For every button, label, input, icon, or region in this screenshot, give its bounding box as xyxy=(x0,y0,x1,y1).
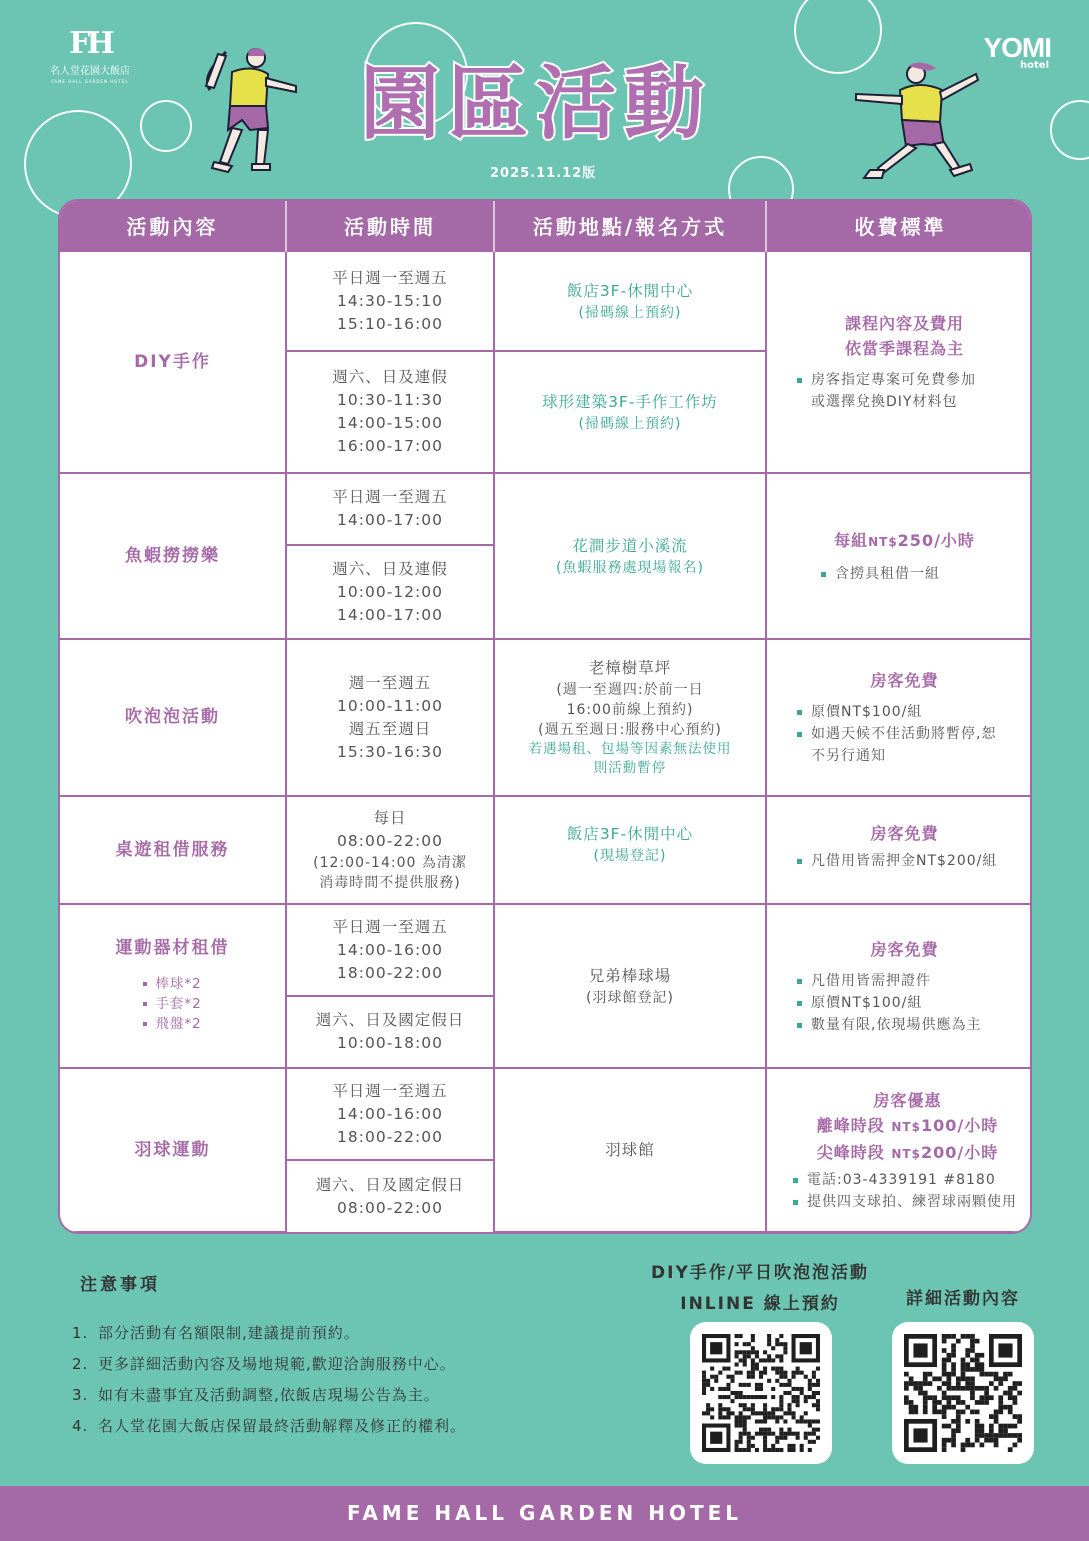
table-row xyxy=(60,473,1032,545)
time-line: 08:00-22:00 xyxy=(337,1198,443,1217)
time-cell xyxy=(286,639,494,796)
time-line: 平日週一至週五 xyxy=(332,917,448,936)
fee-item: 如遇天候不佳活動將暫停,恕 xyxy=(797,723,1012,745)
location-line: 兄弟棒球場 xyxy=(588,966,672,985)
time-cell xyxy=(286,996,494,1068)
location-line: (週一至週四:於前一日 xyxy=(556,682,704,698)
jumping-person-illustration-right xyxy=(850,62,982,186)
fee-cell xyxy=(766,796,1032,904)
time-line: 10:00-12:00 xyxy=(337,582,443,601)
time-note: (12:00-14:00 為清潔 xyxy=(313,855,467,871)
time-line: 14:00-16:00 xyxy=(337,1104,443,1123)
qr-code-booking-icon xyxy=(702,1334,820,1452)
note-item xyxy=(72,1318,466,1349)
location-cell xyxy=(494,251,766,351)
equipment-item: 飛盤*2 xyxy=(143,1014,201,1034)
time-cell xyxy=(286,545,494,639)
time-note: 消毒時間不提供服務) xyxy=(319,875,461,891)
fee-head: 房客免費 xyxy=(870,824,939,843)
fee-item-continued: 或選擇兌換DIY材料包 xyxy=(811,394,958,410)
time-line: 18:00-22:00 xyxy=(337,1127,443,1146)
table-row xyxy=(60,639,1032,796)
fee-item: 凡借用皆需押證件 xyxy=(797,970,1012,992)
activity-boardgame: 桌遊租借服務 xyxy=(60,796,286,904)
location-line: 球形建築3F-手作工作坊 xyxy=(542,392,718,411)
equipment-list xyxy=(143,974,201,1034)
activity-bubble: 吹泡泡活動 xyxy=(60,639,286,796)
fee-part: 100/小時 xyxy=(920,1115,999,1135)
header-fee: 收費標準 xyxy=(766,201,1032,251)
qr-code-details[interactable] xyxy=(892,1322,1034,1464)
bubble-decoration xyxy=(140,100,192,152)
page-title: 園區活動 xyxy=(360,57,712,150)
equipment-item: 手套*2 xyxy=(143,994,201,1014)
qr-label-line: DIY手作/平日吹泡泡活動 xyxy=(651,1263,869,1283)
time-cell xyxy=(286,473,494,545)
time-line: 週六、日及連假 xyxy=(332,368,448,386)
time-cell xyxy=(286,796,494,904)
activity-diy: DIY手作 xyxy=(60,251,286,473)
note-item xyxy=(72,1349,466,1380)
time-line: 每日 xyxy=(373,809,407,827)
footer-banner: FAME HALL GARDEN HOTEL xyxy=(0,1486,1089,1541)
notes-list xyxy=(72,1318,466,1442)
location-note: 若遇場租、包場等因素無法使用 xyxy=(528,741,732,757)
time-line: 14:00-17:00 xyxy=(337,605,443,624)
time-line: 週六、日及國定假日 xyxy=(315,1011,465,1029)
fee-item-continued: 不另行通知 xyxy=(811,748,886,764)
location-line: (掃碼線上預約) xyxy=(578,304,682,321)
fee-cell xyxy=(766,904,1032,1068)
fee-head: 課程內容及費用 xyxy=(844,314,964,333)
note-text: 更多詳細活動內容及場地規範,歡迎洽詢服務中心。 xyxy=(98,1355,456,1373)
time-line: 平日週一至週五 xyxy=(332,488,448,506)
fee-part: NT$ xyxy=(891,1119,921,1134)
time-line: 平日週一至週五 xyxy=(332,1081,448,1100)
fee-cell xyxy=(766,473,1032,639)
hotel-logo xyxy=(40,28,140,84)
activity-sports-label: 運動器材租借 xyxy=(115,938,230,958)
fee-offpeak xyxy=(793,1113,1022,1140)
qr-code-details-icon xyxy=(904,1334,1022,1452)
note-item xyxy=(72,1411,466,1442)
location-cell: 羽球館 xyxy=(494,1068,766,1232)
header-time: 活動時間 xyxy=(286,201,494,251)
fee-item: 原價NT$100/組 xyxy=(797,701,1012,723)
note-text: 名人堂花園大飯店保留最終活動解釋及修正的權利。 xyxy=(98,1417,467,1435)
location-line: 飯店3F-休閒中心 xyxy=(566,281,694,300)
activity-sports xyxy=(60,904,286,1068)
note-text: 如有未盡事宜及活動調整,依飯店現場公告為主。 xyxy=(98,1386,440,1404)
jumping-person-illustration-left xyxy=(196,44,306,176)
activity-fish: 魚蝦撈撈樂 xyxy=(60,473,286,639)
table-row xyxy=(60,904,1032,996)
location-line: (魚蝦服務處現場報名) xyxy=(556,559,704,576)
location-note: 則活動暫停 xyxy=(593,760,667,776)
note-number: 2. xyxy=(72,1355,89,1373)
note-number: 1. xyxy=(72,1324,89,1342)
fee-head: 房客免費 xyxy=(870,671,939,690)
activity-badminton: 羽球運動 xyxy=(60,1068,286,1232)
version-label: 2025.11.12版 xyxy=(490,166,597,181)
fee-item: 含撈具租借一組 xyxy=(821,563,1012,585)
fee-head: 依當季課程為主 xyxy=(844,339,964,358)
time-line: 14:00-17:00 xyxy=(337,511,443,529)
time-line: 14:00-15:00 xyxy=(337,414,443,432)
fee-part: NT$ xyxy=(891,1146,921,1161)
logo-mark: FH xyxy=(69,26,111,61)
location-line: (掃碼線上預約) xyxy=(578,415,682,432)
time-cell xyxy=(286,251,494,351)
qr-label-line: INLINE 線上預約 xyxy=(680,1294,840,1314)
table-row xyxy=(60,796,1032,904)
equipment-item: 棒球*2 xyxy=(143,974,201,994)
fee-item: 凡借用皆需押金NT$200/組 xyxy=(797,850,1012,872)
location-cell xyxy=(494,351,766,473)
table-header-row xyxy=(60,201,1032,251)
time-line: 18:00-22:00 xyxy=(337,963,443,982)
location-line: 老樟樹草坪 xyxy=(588,659,672,677)
fee-head-part: 每組 xyxy=(834,530,869,550)
location-line: (羽球館登記) xyxy=(586,989,674,1006)
time-line: 10:00-11:00 xyxy=(337,696,443,715)
location-line: 飯店3F-休閒中心 xyxy=(566,825,694,843)
note-text: 部分活動有名額限制,建議提前預約。 xyxy=(98,1324,360,1342)
logo-name: 名人堂花園大飯店 xyxy=(50,66,130,77)
time-line: 週五至週日 xyxy=(348,719,432,738)
location-cell xyxy=(494,639,766,796)
time-cell xyxy=(286,1068,494,1160)
fee-cell xyxy=(766,251,1032,473)
fee-part: 尖峰時段 xyxy=(816,1142,885,1162)
time-cell xyxy=(286,1160,494,1232)
fee-head: 房客優惠 xyxy=(873,1090,942,1110)
time-line: 週六、日及連假 xyxy=(332,559,448,578)
time-cell xyxy=(286,904,494,996)
qr-label-booking xyxy=(640,1258,880,1320)
time-line: 平日週一至週五 xyxy=(332,268,448,287)
time-line: 週六、日及國定假日 xyxy=(315,1175,465,1194)
fee-peak xyxy=(793,1140,1022,1167)
table-row xyxy=(60,1068,1032,1160)
location-line: 16:00前線上預約) xyxy=(566,702,694,718)
time-line: 16:00-17:00 xyxy=(337,437,443,455)
bubble-decoration xyxy=(1050,100,1089,160)
logo-english: FAME HALL GARDEN HOTEL xyxy=(51,79,129,84)
fee-head xyxy=(797,528,1012,555)
location-line: 花澗步道小溪流 xyxy=(572,536,688,555)
fee-head-part: 250/小時 xyxy=(897,530,975,550)
time-line: 15:30-16:30 xyxy=(337,742,443,761)
qr-label-details: 詳細活動內容 xyxy=(906,1289,1020,1309)
fee-part: 200/小時 xyxy=(920,1142,999,1162)
table-row xyxy=(60,251,1032,351)
fee-head-part: NT$ xyxy=(868,534,898,549)
time-line: 08:00-22:00 xyxy=(337,832,443,850)
qr-code-booking[interactable] xyxy=(690,1322,832,1464)
time-cell xyxy=(286,351,494,473)
note-number: 3. xyxy=(72,1386,89,1404)
location-line: (現場登記) xyxy=(593,848,667,864)
time-line: 週一至週五 xyxy=(348,673,432,692)
time-line: 14:00-16:00 xyxy=(337,940,443,959)
time-line: 10:00-18:00 xyxy=(337,1034,443,1052)
fee-item: 房客指定專案可免費參加 xyxy=(797,369,1012,391)
fee-item: 提供四支球拍、練習球兩顆使用 xyxy=(793,1191,1022,1213)
time-line: 10:30-11:30 xyxy=(337,391,443,409)
notes-title: 注意事項 xyxy=(80,1275,160,1295)
activity-table xyxy=(58,199,1032,1234)
time-line: 14:30-15:10 xyxy=(337,291,443,310)
fee-part: 離峰時段 xyxy=(816,1115,885,1135)
fee-cell xyxy=(766,639,1032,796)
note-item xyxy=(72,1380,466,1411)
yomi-logo-sub: hotel xyxy=(1020,60,1049,71)
note-number: 4. xyxy=(72,1417,89,1435)
location-line: (週五至週日:服務中心預約) xyxy=(538,722,722,738)
location-cell xyxy=(494,473,766,639)
header-location: 活動地點/報名方式 xyxy=(494,201,766,251)
yomi-logo-text: YOMI xyxy=(983,32,1051,63)
fee-item: 電話:03-4339191 #8180 xyxy=(793,1169,1022,1191)
fee-cell xyxy=(766,1068,1032,1232)
fee-item: 原價NT$100/組 xyxy=(797,992,1012,1014)
fee-head: 房客免費 xyxy=(870,939,939,959)
yomi-logo xyxy=(983,34,1051,71)
fee-item: 數量有限,依現場供應為主 xyxy=(797,1014,1012,1036)
location-cell xyxy=(494,796,766,904)
location-cell xyxy=(494,904,766,1068)
time-line: 15:10-16:00 xyxy=(337,314,443,333)
header-activity: 活動內容 xyxy=(60,201,286,251)
